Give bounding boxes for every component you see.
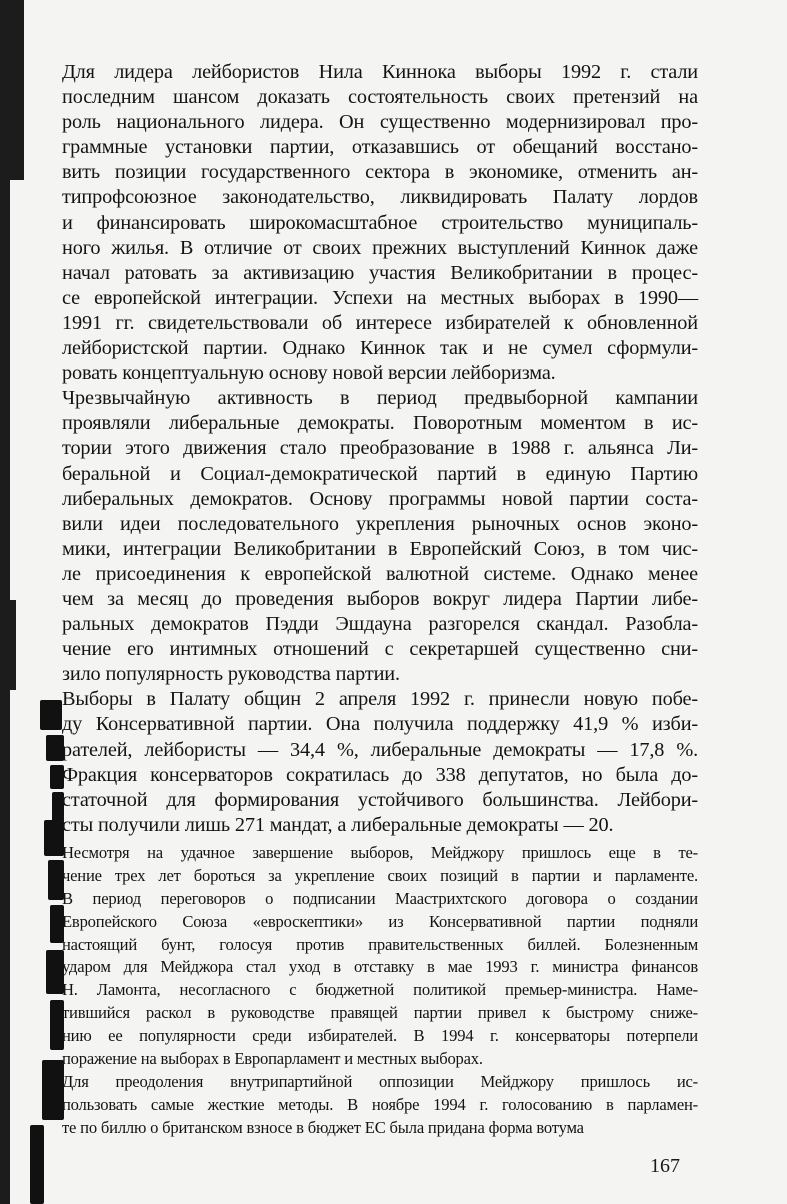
text-line: поражение на выборах в Европарламент и местных выборах.: [62, 1049, 483, 1069]
text-line: те по биллю о британском взносе в бюджет ЕС была придана форма вотума: [62, 1117, 584, 1137]
text-line: последним шансом доказать состоятельность своих претензий на: [62, 86, 698, 109]
text-line: статочной для формирования устойчивого большинства. Лейбори-: [62, 788, 698, 811]
text-line: вить позиции государственного сектора в экономике, отменить ан-: [62, 161, 698, 184]
text-line: се европейской интеграции. Успехи на местных выборах в 1990—: [62, 286, 698, 309]
text-line: ду Консервативной партии. Она получила поддержку 41,9 % изби-: [62, 713, 698, 736]
text-line: Чрезвычайную активность в период предвыборной кампании: [62, 387, 698, 410]
text-line: Фракция консерваторов сократилась до 338 депутатов, но была до-: [62, 763, 698, 786]
body-paragraph: [62, 60, 698, 386]
text-line: настоящий бунт, голосуя против правительственных биллей. Болезненным: [62, 934, 698, 954]
text-line: 1991 гг. свидетельствовали об интересе избирателей к обновленной: [62, 311, 698, 334]
text-line: Несмотря на удачное завершение выборов, Мейджору пришлось еще в те-: [62, 842, 698, 862]
text-line: чение его интимных отношений с секретаршей существенно сни-: [62, 638, 698, 661]
text-line: чение трех лет бороться за укрепление своих позиций в партии и парламенте.: [62, 865, 698, 885]
text-line: мики, интеграции Великобритании в Европейский Союз, в том чис-: [62, 537, 698, 560]
page-number: 167: [650, 1155, 680, 1177]
text-line: вили идеи последовательного укрепления рыночных основ эконо-: [62, 512, 698, 535]
text-line: проявляли либеральные демократы. Поворотным моментом в ис-: [62, 412, 698, 435]
text-line: и финансировать широкомасштабное строительство муниципаль-: [62, 211, 698, 234]
text-line: лейбористской партии. Однако Киннок так и не сумел сформули-: [62, 337, 698, 360]
text-line: рателей, лейбористы — 34,4 %, либеральные демократы — 17,8 %.: [62, 738, 698, 761]
text-line: пользовать самые жесткие методы. В ноябре 1994 г. голосованию в парламен-: [62, 1094, 698, 1114]
body-paragraph: [62, 386, 698, 687]
text-line: чем за месяц до проведения выборов вокруг лидера Партии либе-: [62, 587, 698, 610]
small-print-section: [62, 842, 698, 1140]
text-line: тившийся раскол в руководстве правящей партии привел к быстрому сниже-: [62, 1003, 698, 1023]
text-line: ральных демократов Пэдди Эшдауна разгорелся скандал. Разобла-: [62, 613, 698, 636]
text-line: тории этого движения стало преобразование в 1988 г. альянса Ли-: [62, 437, 698, 460]
text-line: В период переговоров о подписании Маастрихтского договора о создании: [62, 888, 698, 908]
text-line: Для лидера лейбористов Нила Киннока выборы 1992 г. стали: [62, 61, 698, 83]
text-line: ударом для Мейджора стал уход в отставку в мае 1993 г. министра финансов: [62, 957, 698, 977]
text-line: начал ратовать за активизацию участия Великобритании в процес-: [62, 261, 698, 284]
text-line: Для преодоления внутрипартийной оппозиции Мейджору пришлось ис-: [62, 1071, 698, 1091]
text-line: беральной и Социал-демократической партий в единую Партию: [62, 462, 698, 485]
small-print-paragraph: [62, 842, 698, 1071]
text-line: ного жилья. В отличие от своих прежних выступлений Киннок даже: [62, 236, 698, 259]
text-line: Выборы в Палату общин 2 апреля 1992 г. принесли новую побе-: [62, 688, 698, 711]
text-line: ровать концептуальную основу новой версии лейборизма.: [62, 362, 556, 385]
text-line: граммные установки партии, отказавшись от обещаний восстано-: [62, 136, 698, 159]
text-line: зило популярность руководства партии.: [62, 663, 400, 686]
text-line: ле присоединения к европейской валютной системе. Однако менее: [62, 562, 698, 585]
text-line: нию ее популярности среди избирателей. В 1994 г. консерваторы потерпели: [62, 1026, 698, 1046]
small-print-paragraph: [62, 1071, 698, 1140]
text-line: роль национального лидера. Он существенно модернизировал про-: [62, 111, 698, 134]
document-page: [62, 60, 698, 1140]
body-paragraph: [62, 687, 698, 838]
text-line: Н. Ламонта, несогласного с бюджетной политикой премьер-министра. Наме-: [62, 980, 698, 1000]
text-line: либеральных демократов. Основу программы новой партии соста-: [62, 487, 698, 510]
text-line: типрофсоюзное законодательство, ликвидировать Палату лордов: [62, 186, 698, 209]
text-line: Европейского Союза «евроскептики» из Консервативной партии подняли: [62, 911, 698, 931]
text-line: сты получили лишь 271 мандат, а либеральные демократы — 20.: [62, 813, 614, 836]
